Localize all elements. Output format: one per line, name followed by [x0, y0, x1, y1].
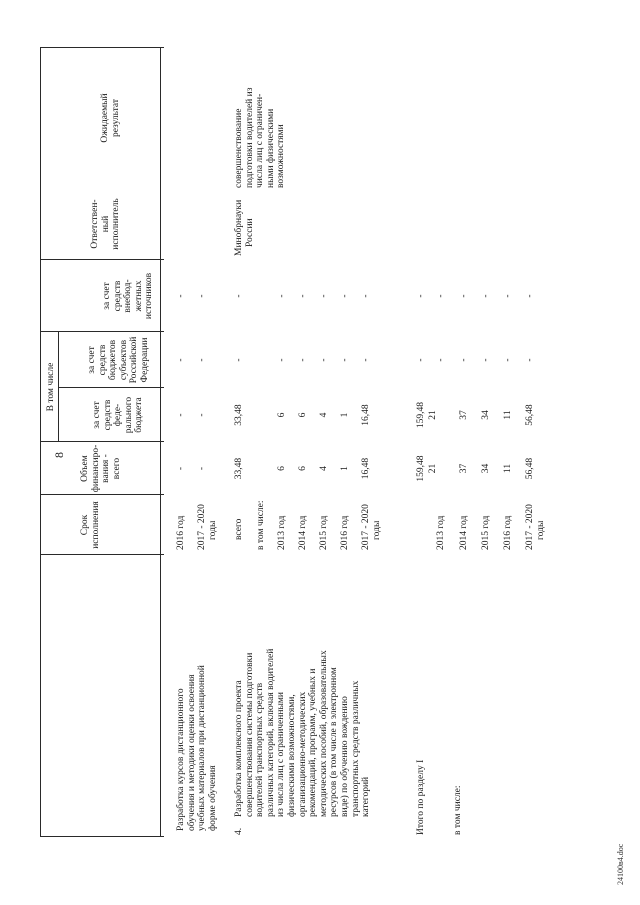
totals-row-2015-total: 34 — [481, 463, 491, 474]
totals-row-2015-term: 2015 год — [481, 515, 491, 550]
block1-row-2017-federal: - — [197, 413, 207, 417]
totals-row-2016-federal: 11 — [503, 410, 513, 420]
block2-number: 4. — [234, 827, 244, 835]
totals-row-2015-regional: - — [481, 358, 491, 362]
block2-result: совершенствование подготовки водителей из числа лиц с ограничен- ными физическими возможностями — [234, 87, 287, 188]
block2-row-2016-regional: - — [340, 358, 350, 362]
block2-executor: Минобрнауки России — [234, 199, 255, 256]
totals-row-2013-federal: 21 — [428, 410, 438, 420]
block2-row-2015-extra: - — [319, 294, 329, 298]
block2-row-2017-regional: - — [361, 358, 371, 362]
block2-row-2016-term: 2016 год — [340, 515, 350, 550]
totals-row-2014-term: 2014 год — [459, 515, 469, 550]
totals-row-2013-term: 2013 год — [436, 515, 446, 550]
block2-row-2013-extra: - — [277, 294, 287, 298]
totals-row-2017-total: 56,48 — [525, 457, 535, 480]
totals-row-2016-regional: - — [503, 358, 513, 362]
block2-row-2013-term: 2013 год — [277, 515, 287, 550]
block1-row-2016-extra: - — [176, 294, 186, 298]
block1-row-2017-total: - — [197, 466, 207, 471]
block2-row-2015-regional: - — [319, 358, 329, 362]
totals-row-2014-regional: - — [459, 358, 469, 362]
block1-description: Разработка курсов дистанционного обучения и методики оценки освоения учебных материалов при дистанционной форме обучения — [176, 665, 218, 831]
block2-row-2016-total: 1 — [340, 466, 350, 471]
block2-row-2017-total: 16,48 — [361, 457, 371, 480]
block2-row-total-federal: 33,48 — [234, 404, 244, 426]
header-federal: за счет средств феде- рального бюджета — [92, 396, 145, 434]
totals-row-2017-term: 2017 - 2020 годы — [525, 504, 546, 550]
block2-row-2013-regional: - — [277, 358, 287, 362]
block2-row-2017-extra: - — [361, 294, 371, 298]
block2-row-2015-term: 2015 год — [319, 515, 329, 550]
block2-row-total-term: всего — [234, 518, 244, 540]
totals-row-all-extra: - — [416, 294, 426, 298]
header-term: Срок исполнения — [80, 501, 101, 549]
block2-row-2015-federal: 4 — [319, 412, 329, 418]
page-number: 8 — [52, 452, 66, 458]
header-extra: за счет средств внебюд- жетных источников — [102, 272, 155, 320]
totals-row-2013-extra: - — [436, 294, 446, 298]
block1-row-2016-total: - — [176, 466, 186, 471]
block2-row-2014-extra: - — [298, 294, 308, 298]
block2-row-2016-federal: 1 — [340, 412, 350, 418]
totals-row-2015-extra: - — [481, 294, 491, 298]
totals-row-2016-extra: - — [503, 294, 513, 298]
header-executor: Ответствен- ный исполнитель — [90, 198, 122, 250]
totals-sub-label: в том числе: — [453, 785, 463, 835]
block2-row-2014-term: 2014 год — [298, 515, 308, 550]
block1-row-2016-federal: - — [176, 413, 186, 417]
totals-row-2013-total: 21 — [428, 463, 438, 474]
totals-row-2017-regional: - — [525, 358, 535, 362]
header-result: Ожидаемый результат — [100, 93, 121, 143]
totals-row-2015-federal: 34 — [481, 410, 491, 420]
totals-row-2017-federal: 56,48 — [525, 404, 535, 426]
block2-row-2014-regional: - — [298, 358, 308, 362]
block2-row-2013-federal: 6 — [277, 412, 287, 418]
table-left-border — [40, 836, 164, 837]
block2-row-2014-total: 6 — [298, 466, 308, 471]
table-top-border — [40, 47, 41, 837]
file-name: 24100в4.doc — [616, 843, 625, 885]
header-regional: за счет средств бюджетов субъектов Российской Федерации — [87, 336, 150, 384]
block2-description: Разработка комплексного проекта совершенствования системы подготовки водителей транспортных средств различных категорий, включая водителей из числа лиц с ограниченными физическими возможностями, организационно-методических рекомендаций, программ, учебных и методических пособий, образовательных ресурсов (в том числе в электронном виде) по обучению вождению транспортных средств различных категорий — [234, 648, 372, 817]
totals-row-2014-total: 37 — [459, 463, 469, 474]
block1-row-2017-extra: - — [197, 294, 207, 298]
block2-row-2014-federal: 6 — [298, 412, 308, 418]
block1-row-2017-term: 2017 - 2020 годы — [197, 504, 218, 550]
block2-row-2017-term: 2017 - 2020 годы — [361, 504, 382, 550]
totals-row-all-federal: 159,48 — [416, 401, 426, 429]
totals-row-2016-total: 11 — [503, 463, 513, 474]
block1-row-2016-term: 2016 год — [176, 515, 186, 550]
totals-row-2017-extra: - — [525, 294, 535, 298]
totals-row-2013-regional: - — [436, 358, 446, 362]
block2-row-total-extra: - — [234, 294, 244, 298]
block1-row-2016-regional: - — [176, 358, 186, 362]
header-bottom-border — [160, 47, 161, 837]
block2-row-total-regional: - — [234, 358, 244, 362]
block2-row-2013-total: 6 — [277, 466, 287, 471]
totals-row-2014-extra: - — [459, 294, 469, 298]
col-divider-1 — [40, 554, 164, 555]
header-volume: Объем финансиро- вания - всего — [80, 444, 122, 493]
totals-label: Итого по разделу I — [416, 759, 426, 835]
totals-row-all-regional: - — [416, 358, 426, 362]
block2-row-2017-federal: 16,48 — [361, 404, 371, 426]
block1-row-2017-regional: - — [197, 358, 207, 362]
totals-row-all-total: 159,48 — [416, 455, 426, 482]
block2-row-2016-extra: - — [340, 294, 350, 298]
totals-row-2016-term: 2016 год — [503, 515, 513, 550]
totals-row-2014-federal: 37 — [459, 410, 469, 420]
block2-row-2015-total: 4 — [319, 466, 329, 471]
block2-row-sub-term: в том числе: — [256, 500, 266, 550]
block2-row-total-total: 33,48 — [234, 457, 244, 480]
header-in-that-number: В том числе — [46, 362, 56, 412]
